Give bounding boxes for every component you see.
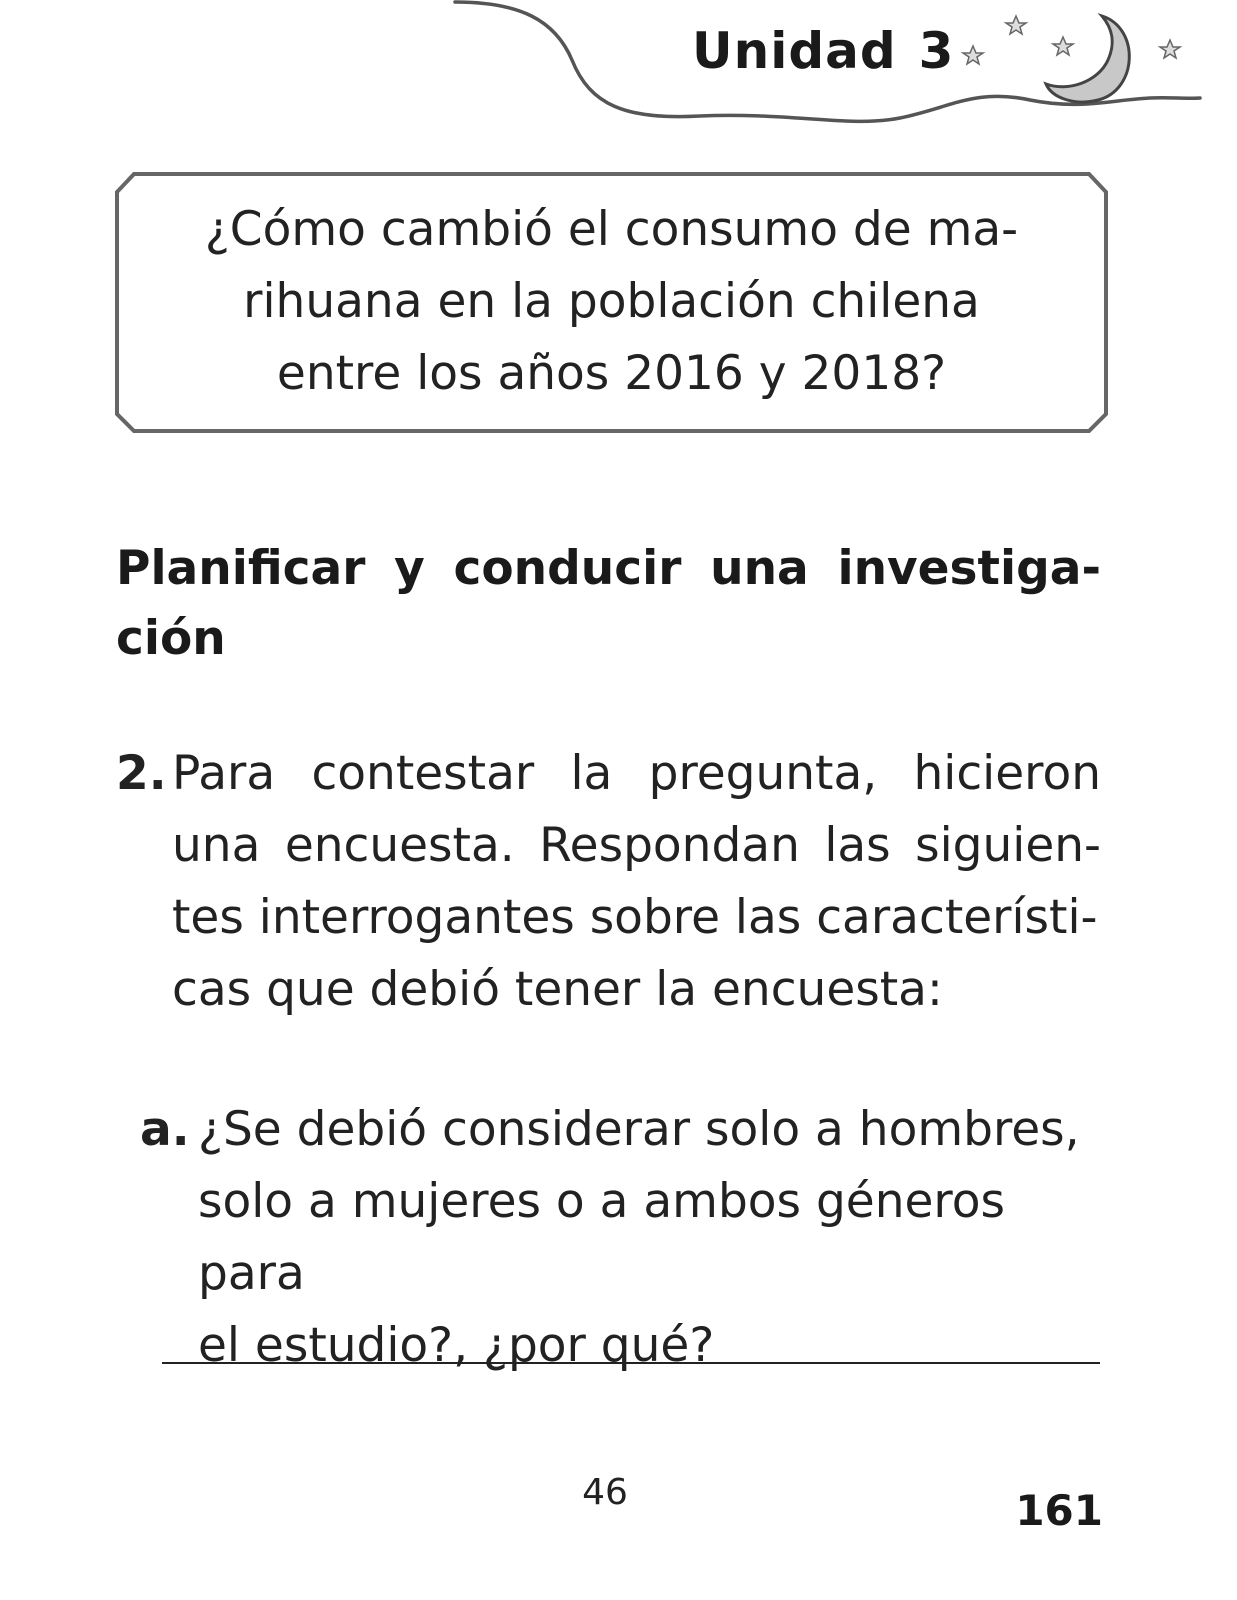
- heading-word: investiga-: [837, 541, 1101, 596]
- item-text-line: tes interrogantes sobre las característi-: [172, 890, 1098, 945]
- star-icon: [1006, 16, 1026, 34]
- heading-word: una: [710, 541, 809, 596]
- footer-center-number: 46: [582, 1472, 628, 1513]
- item-word: hicieron: [913, 746, 1101, 801]
- star-icon: [1053, 37, 1073, 55]
- item-word: las: [824, 818, 891, 873]
- question-box: [114, 172, 1109, 434]
- item-text-line: [172, 738, 1101, 810]
- sub-question-line: ¿Se debió considerar solo a hombres,: [198, 1102, 1080, 1157]
- guiding-question-line: entre los años 2016 y 2018?: [276, 346, 947, 401]
- item-word: pregunta,: [648, 746, 878, 801]
- item-text-line: [172, 810, 1101, 882]
- item-text: [172, 738, 1101, 1026]
- sub-question-text: [198, 1094, 1101, 1382]
- item-word: encuesta.: [284, 818, 515, 873]
- item-word: una: [172, 818, 261, 873]
- guiding-question-line: ¿Cómo cambió el consumo de ma-: [204, 202, 1019, 257]
- header-decoration: [0, 0, 1237, 140]
- item-text-line: cas que debió tener la encuesta:: [172, 962, 943, 1017]
- item-word: Para: [172, 746, 276, 801]
- section-heading-line: ción: [116, 611, 226, 666]
- unit-label: Unidad: [692, 22, 897, 80]
- moon-icon: [1046, 16, 1129, 102]
- unit-number: 3: [918, 22, 955, 80]
- item-word: contestar: [311, 746, 535, 801]
- page-number: 161: [1015, 1486, 1103, 1535]
- guiding-question-line: rihuana en la población chilena: [243, 274, 980, 329]
- item-word: la: [570, 746, 613, 801]
- heading-word: Planificar: [116, 541, 366, 596]
- star-icon: [1160, 40, 1180, 58]
- unit-title: [692, 22, 954, 80]
- star-icon: [963, 46, 983, 64]
- heading-word: y: [394, 541, 425, 596]
- answer-line[interactable]: [162, 1362, 1100, 1364]
- item-word: Respondan: [539, 818, 800, 873]
- item-number: 2.: [116, 746, 167, 801]
- sub-question-line: el estudio?, ¿por qué?: [198, 1318, 715, 1373]
- section-heading-line: [116, 534, 1101, 604]
- sub-question-letter: a.: [140, 1102, 190, 1157]
- item-word: siguien-: [915, 818, 1101, 873]
- section-heading: [116, 534, 1101, 674]
- heading-word: conducir: [453, 541, 682, 596]
- sub-question-line: solo a mujeres o a ambos géneros para: [198, 1174, 1005, 1301]
- guiding-question: [134, 194, 1089, 410]
